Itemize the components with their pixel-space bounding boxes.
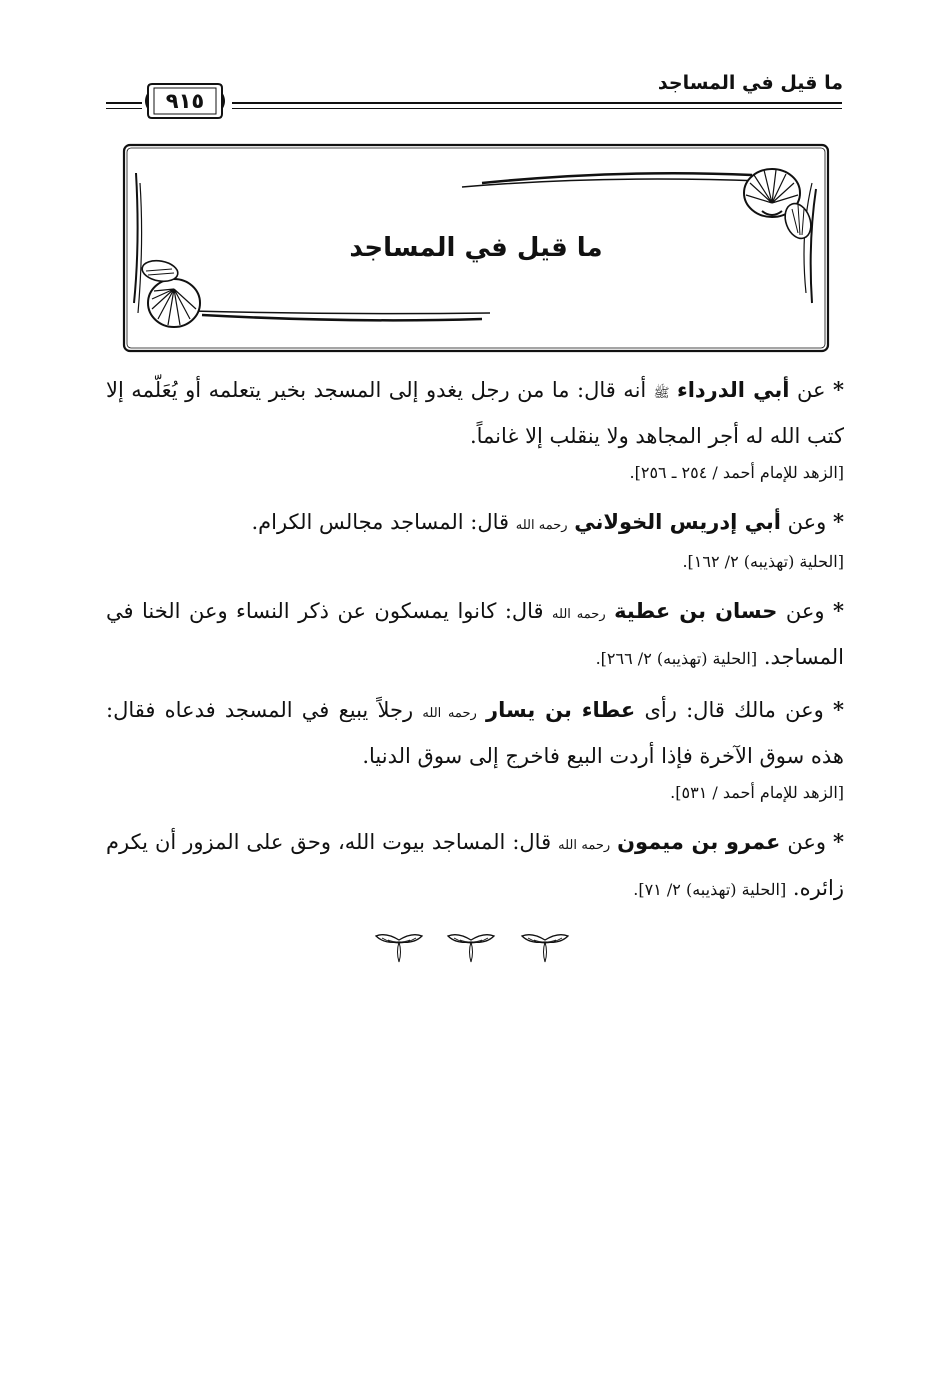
source-citation: [الحلية (تهذيبه) ٢/ ١٦٢].	[682, 552, 844, 571]
narration-lead: وعن	[787, 510, 827, 534]
bullet-star: *	[833, 598, 844, 623]
narration-paragraph	[106, 500, 844, 547]
header-rule-left	[106, 102, 142, 109]
flourish-ornament-icon	[374, 930, 424, 964]
narration-lead: وعن	[785, 599, 825, 623]
narration-paragraph	[106, 820, 844, 911]
narrator-name: عمرو بن ميمون	[617, 830, 781, 854]
honorific-mark: رحمه الله	[422, 706, 477, 721]
source-citation-inline: [الحلية (تهذيبه) ٢/ ٧١].	[633, 880, 787, 899]
flourish-ornament-icon	[446, 930, 496, 964]
narration-lead: وعن مالك قال: رأى	[644, 698, 824, 722]
honorific-mark: رحمه الله	[558, 838, 611, 853]
bullet-star: *	[832, 377, 844, 402]
section-end-ornament	[0, 930, 941, 970]
narration-paragraph	[106, 688, 844, 778]
narration-lead: وعن	[787, 830, 827, 854]
body-text	[106, 368, 844, 911]
source-citation: [الزهد للإمام أحمد / ٥٣١].	[670, 783, 844, 802]
bullet-star: *	[833, 697, 844, 722]
narration-paragraph	[106, 368, 844, 458]
chapter-title-frame	[122, 143, 830, 353]
narrator-name: أبي الدرداء	[676, 378, 790, 402]
narrator-name: أبي إدريس الخولاني	[574, 510, 781, 534]
honorific-mark: رحمه الله	[552, 607, 606, 622]
honorific-mark: رحمه الله	[515, 518, 568, 533]
running-head-title: ما قيل في المساجد	[657, 72, 843, 94]
header-rule	[232, 102, 842, 109]
narrator-name: عطاء بن يسار	[486, 698, 636, 722]
bullet-star: *	[833, 829, 844, 854]
page-number-badge	[144, 80, 226, 122]
narration-text: قال: المساجد مجالس الكرام.	[251, 510, 510, 534]
narrator-name: حسان بن عطية	[614, 599, 778, 623]
source-citation: [الزهد للإمام أحمد / ٢٥٤ ـ ٢٥٦].	[629, 463, 844, 482]
honorific-mark: ﷺ	[653, 386, 670, 401]
narration-paragraph	[106, 589, 844, 680]
narration-text: رجلاً يبيع في المسجد فدعاه فقال: هذه سوق الآخرة فإذا أردت البيع فاخرج إلى سوق الدنيا.	[106, 698, 844, 768]
page-number: ٩١٥	[165, 89, 205, 113]
narration-text: أنه قال: ما من رجل يغدو إلى المسجد بخير يتعلمه أو يُعَلّمه إلا كتب الله له أجر المجاهد ولا ينقلب إلا غانماً.	[106, 378, 844, 448]
chapter-title: ما قيل في المساجد	[349, 233, 603, 263]
narration-lead: عن	[796, 378, 826, 402]
flourish-ornament-icon	[520, 930, 570, 964]
bullet-star: *	[833, 509, 844, 534]
narration-text: قال: كانوا يمسكون عن ذكر النساء وعن الخنا في المساجد.	[106, 599, 844, 669]
narration-text: قال: المساجد بيوت الله، وحق على المزور أن يكرم زائره.	[106, 830, 844, 900]
source-citation-inline: [الحلية (تهذيبه) ٢/ ٢٦٦].	[595, 649, 758, 668]
